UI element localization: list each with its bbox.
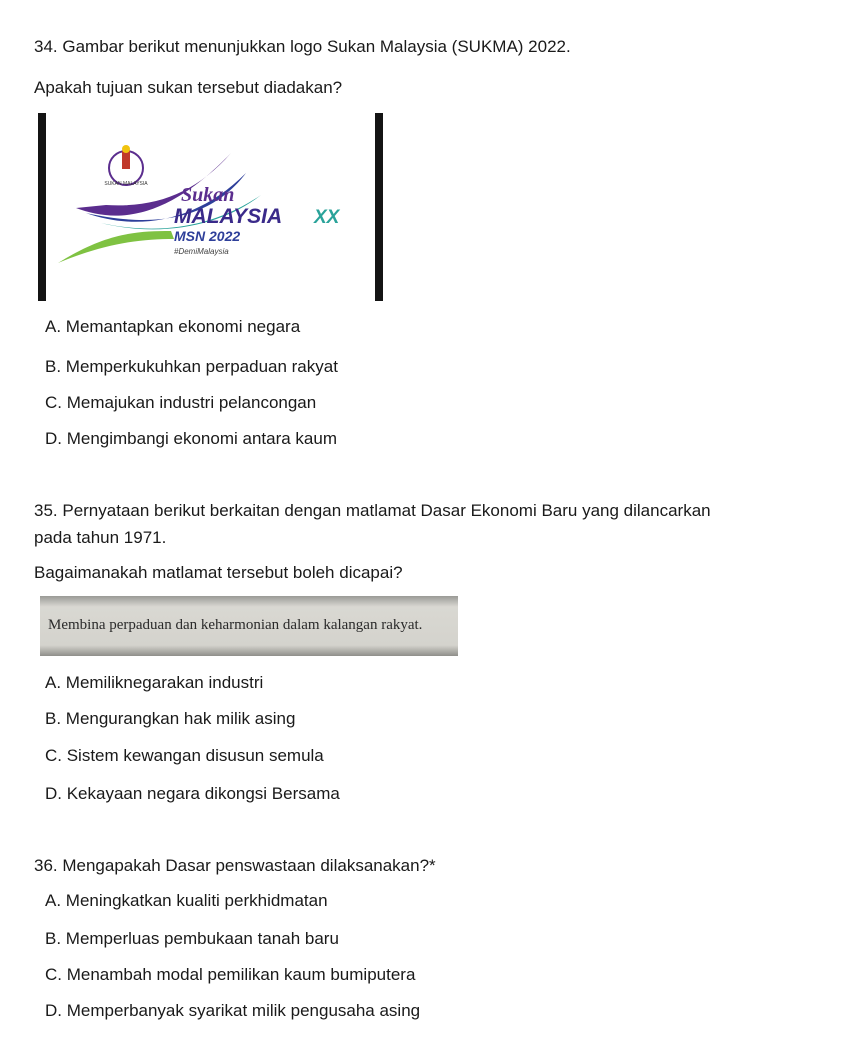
q35-option-b[interactable]: B. Mengurangkan hak milik asing <box>45 709 296 728</box>
q35-statement: Membina perpaduan dan keharmonian dalam kalangan rakyat. <box>48 617 423 633</box>
logo-frame-left-bar <box>38 113 46 301</box>
q36-option-c[interactable]: C. Menambah modal pemilikan kaum bumiputera <box>45 965 416 984</box>
logo-text-xx: XX <box>314 207 340 228</box>
logo-emblem-text: SUKAN MALAYSIA <box>104 181 148 187</box>
q35-statement-box <box>40 596 458 656</box>
logo-text-msn: MSN 2022 <box>174 228 241 244</box>
logo-frame-right-bar <box>375 113 383 301</box>
logo-swoosh-green <box>58 231 174 263</box>
q35-option-a[interactable]: A. Memiliknegarakan industri <box>45 673 264 692</box>
logo-emblem-tower <box>122 151 130 169</box>
q35-option-d[interactable]: D. Kekayaan negara dikongsi Bersama <box>45 784 340 803</box>
sukma-logo-image <box>38 113 383 301</box>
q34-option-a[interactable]: A. Memantapkan ekonomi negara <box>45 317 301 336</box>
sukma-logo <box>46 113 375 301</box>
q35-question-line1: 35. Pernyataan berikut berkaitan dengan matlamat Dasar Ekonomi Baru yang dilancarkan <box>34 501 711 520</box>
logo-text-hashtag: #DemiMalaysia <box>174 247 229 256</box>
logo-text-sukan: Sukan <box>181 184 235 206</box>
q34-prompt: Apakah tujuan sukan tersebut diadakan? <box>34 78 343 97</box>
q34-question: 34. Gambar berikut menunjukkan logo Sukan Malaysia (SUKMA) 2022. <box>34 37 571 56</box>
q35-question-line2: pada tahun 1971. <box>34 528 167 547</box>
q35-option-c[interactable]: C. Sistem kewangan disusun semula <box>45 746 324 765</box>
q36-option-d[interactable]: D. Memperbanyak syarikat milik pengusaha asing <box>45 1001 421 1020</box>
q36-option-b[interactable]: B. Memperluas pembukaan tanah baru <box>45 929 339 948</box>
logo-text-malaysia: MALAYSIA <box>174 205 283 228</box>
logo-emblem-crown <box>122 145 130 153</box>
q34-option-d[interactable]: D. Mengimbangi ekonomi antara kaum <box>45 429 337 448</box>
q36-question: 36. Mengapakah Dasar penswastaan dilaksanakan?* <box>34 856 436 875</box>
q34-option-c[interactable]: C. Memajukan industri pelancongan <box>45 393 317 412</box>
q34-option-b[interactable]: B. Memperkukuhkan perpaduan rakyat <box>45 357 338 376</box>
q35-prompt: Bagaimanakah matlamat tersebut boleh dicapai? <box>34 563 403 582</box>
q36-option-a[interactable]: A. Meningkatkan kualiti perkhidmatan <box>45 891 328 910</box>
